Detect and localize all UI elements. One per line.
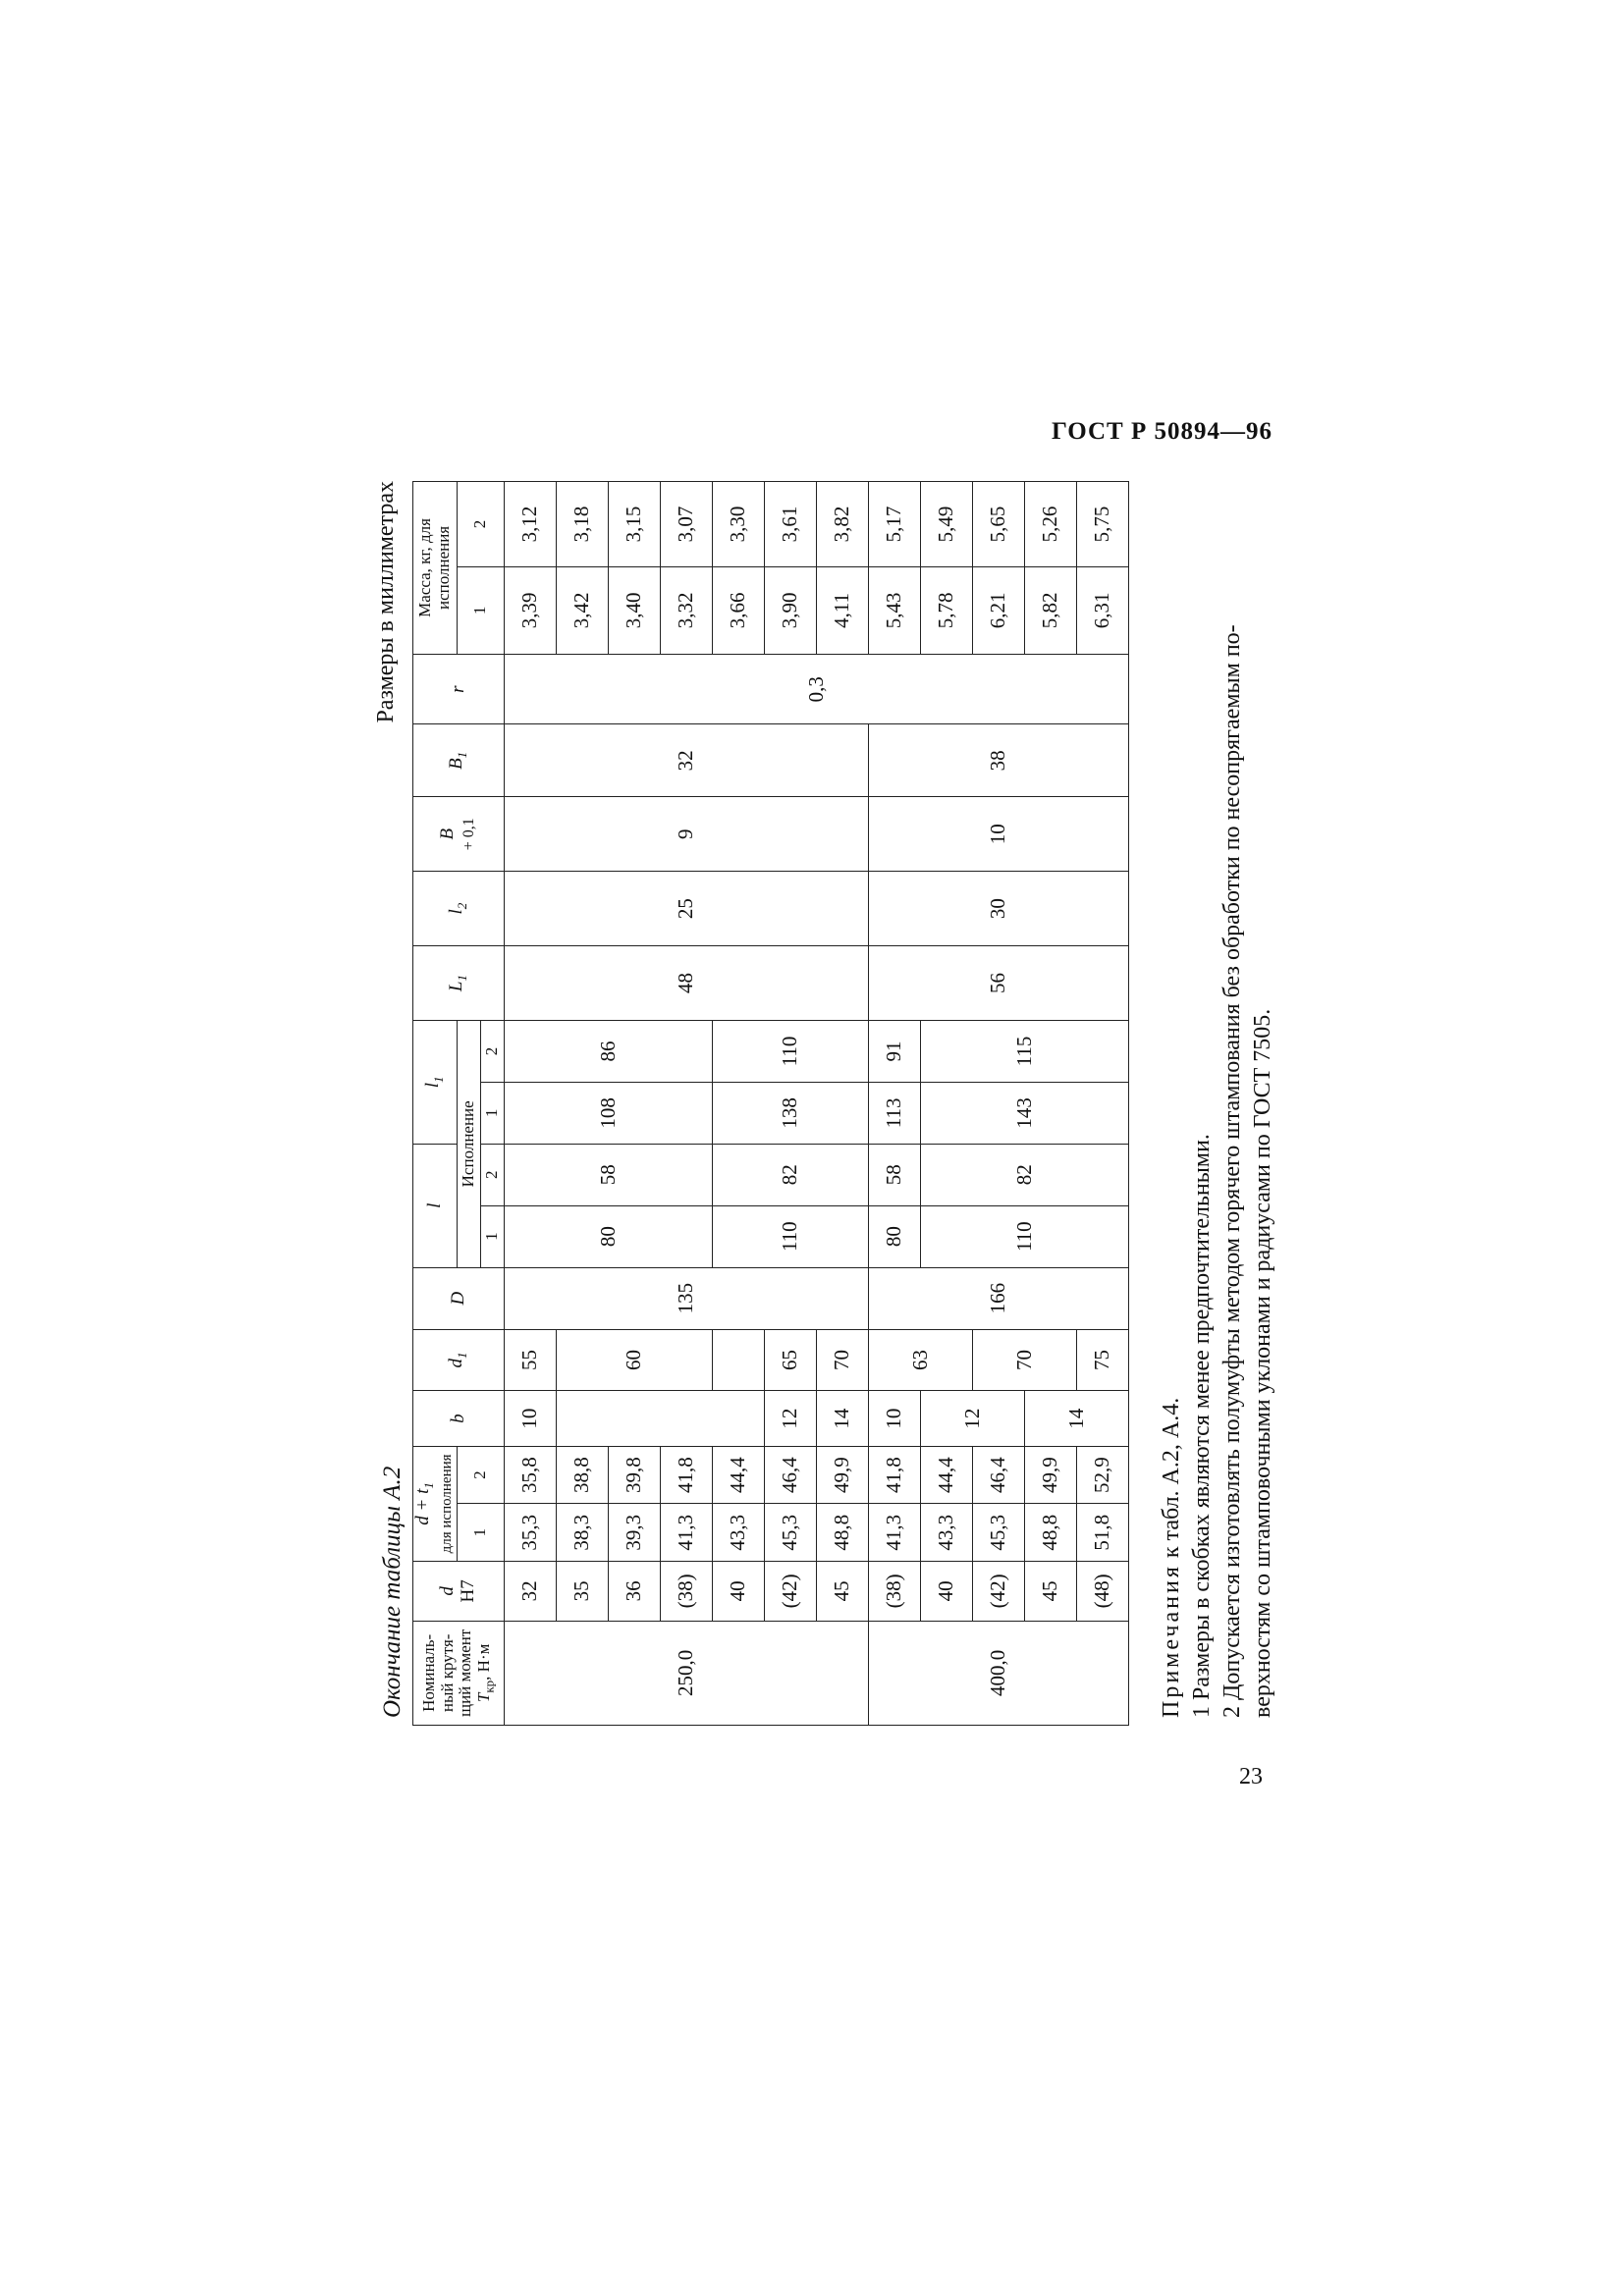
cell-d: 32 <box>504 1561 556 1621</box>
cell-r: 0,3 <box>504 654 1128 724</box>
note-item: 2 Допускается изготовлять полумуфты методом горячего штампования без обработки по несопрягаемым по- <box>1219 624 1245 1718</box>
cell-b: 14 <box>816 1391 868 1446</box>
cell-dt1-1: 45,3 <box>764 1504 816 1562</box>
cell-dt1-1: 43,3 <box>920 1504 972 1562</box>
cell-mass-2: 5,49 <box>920 482 972 567</box>
page-number: 23 <box>1239 1764 1263 1789</box>
cell-mass-1: 5,78 <box>920 566 972 654</box>
cell-dt1-2: 44,4 <box>712 1446 764 1504</box>
cell-d: (38) <box>660 1561 712 1621</box>
cell-l-2: 58 <box>504 1144 712 1205</box>
cell-dt1-1: 39,3 <box>608 1504 660 1562</box>
cell-dt1-2: 44,4 <box>920 1446 972 1504</box>
cell-mass-1: 5,82 <box>1024 566 1076 654</box>
cell-dt1-1: 38,3 <box>556 1504 608 1562</box>
cell-d: (42) <box>764 1561 816 1621</box>
cell-mass-2: 5,17 <box>868 482 920 567</box>
cell-l-2: 82 <box>920 1144 1128 1205</box>
header-dt1-v1: 1 <box>457 1504 504 1562</box>
header-mass-v2: 2 <box>457 482 504 567</box>
cell-l-1: 110 <box>920 1205 1128 1267</box>
cell-l1-1: 143 <box>920 1082 1128 1144</box>
cell-dt1-1: 35,3 <box>504 1504 556 1562</box>
cell-l1-2: 110 <box>712 1021 868 1083</box>
cell-dt1-2: 35,8 <box>504 1446 556 1504</box>
cell-mass-2: 3,07 <box>660 482 712 567</box>
cell-d: 36 <box>608 1561 660 1621</box>
cell-dt1-2: 41,8 <box>660 1446 712 1504</box>
cell-mass-2: 3,30 <box>712 482 764 567</box>
torque-cell: 400,0 <box>868 1621 1128 1725</box>
cell-mass-2: 5,26 <box>1024 482 1076 567</box>
dimensions-table <box>412 481 1129 1726</box>
cell-l2: 30 <box>868 872 1128 946</box>
cell-L1: 48 <box>504 946 868 1021</box>
note-item: 1 Размеры в скобках являются менее предпочтительными. <box>1189 1134 1215 1718</box>
cell-d1: 55 <box>504 1329 556 1391</box>
notes-heading: Примечания к табл. А.2, А.4. <box>1159 1397 1184 1718</box>
header-mass: Масса, кг, для исполнения <box>413 482 458 655</box>
cell-D: 166 <box>868 1267 1128 1329</box>
header-d-plus-t1: $d + t_1$ для исполнения <box>413 1446 458 1561</box>
cell-dt1-1: 48,8 <box>1024 1504 1076 1562</box>
header-l-v1: 1 <box>480 1205 504 1267</box>
header-l-v2: 2 <box>480 1144 504 1205</box>
cell-d: 45 <box>1024 1561 1076 1621</box>
header-l: l <box>413 1144 458 1267</box>
cell-dt1-2: 52,9 <box>1076 1446 1128 1504</box>
cell-b: 10 <box>868 1391 920 1446</box>
header-torque: Номиналь-ный крутя-щий момент $T_{кр}$, Н·м <box>413 1621 505 1725</box>
cell-mass-2: 3,18 <box>556 482 608 567</box>
cell-mass-2: 3,12 <box>504 482 556 567</box>
cell-dt1-1: 41,3 <box>660 1504 712 1562</box>
table-notes <box>1157 481 1278 1718</box>
cell-mass-1: 3,90 <box>764 566 816 654</box>
header-l2: $l_2$ <box>413 872 505 946</box>
cell-dt1-2: 49,9 <box>1024 1446 1076 1504</box>
cell-l-2: 82 <box>712 1144 868 1205</box>
cell-mass-1: 4,11 <box>816 566 868 654</box>
header-ispolnenie: Исполнение <box>457 1021 480 1268</box>
cell-l1-1: 138 <box>712 1082 868 1144</box>
header-l1-v2: 2 <box>480 1021 504 1083</box>
cell-l1-2: 86 <box>504 1021 712 1083</box>
cell-B: 9 <box>504 797 868 872</box>
units-caption: Размеры в миллиметрах <box>373 481 399 723</box>
cell-d1: 65 <box>764 1329 816 1391</box>
cell-mass-2: 5,75 <box>1076 482 1128 567</box>
cell-b: 12 <box>920 1391 1024 1446</box>
cell-dt1-2: 49,9 <box>816 1446 868 1504</box>
header-l1: $l_1$ <box>413 1021 458 1145</box>
cell-b: 12 <box>764 1391 816 1446</box>
cell-b-empty <box>556 1391 764 1446</box>
header-d1: $d_1$ <box>413 1329 505 1391</box>
cell-mass-2: 3,61 <box>764 482 816 567</box>
cell-mass-1: 3,66 <box>712 566 764 654</box>
cell-d1: 63 <box>868 1329 972 1391</box>
note-item: верхностям со штамповочными уклонами и радиусами по ГОСТ 7505. <box>1250 1008 1275 1718</box>
cell-dt1-1: 45,3 <box>972 1504 1024 1562</box>
cell-d: 40 <box>920 1561 972 1621</box>
cell-l1-2: 91 <box>868 1021 920 1083</box>
torque-cell: 250,0 <box>504 1621 868 1725</box>
cell-mass-1: 3,40 <box>608 566 660 654</box>
cell-mass-1: 3,32 <box>660 566 712 654</box>
cell-B1: 32 <box>504 724 868 797</box>
cell-d: 35 <box>556 1561 608 1621</box>
cell-dt1-1: 41,3 <box>868 1504 920 1562</box>
header-l1-v1: 1 <box>480 1082 504 1144</box>
table-caption: Окончание таблицы А.2 <box>379 1466 406 1718</box>
cell-l2: 25 <box>504 872 868 946</box>
cell-d: (48) <box>1076 1561 1128 1621</box>
cell-dt1-1: 51,8 <box>1076 1504 1128 1562</box>
cell-mass-1: 5,43 <box>868 566 920 654</box>
header-B1: $B_1$ <box>413 724 505 797</box>
document-code: ГОСТ Р 50894—96 <box>1051 418 1272 445</box>
cell-dt1-1: 43,3 <box>712 1504 764 1562</box>
header-dt1-v2: 2 <box>457 1446 504 1504</box>
cell-mass-2: 3,15 <box>608 482 660 567</box>
header-b: b <box>413 1391 505 1446</box>
cell-d: 40 <box>712 1561 764 1621</box>
cell-dt1-1: 48,8 <box>816 1504 868 1562</box>
table-row <box>504 482 556 1726</box>
cell-b: 14 <box>1024 1391 1128 1446</box>
cell-dt1-2: 46,4 <box>972 1446 1024 1504</box>
cell-l-1: 80 <box>868 1205 920 1267</box>
cell-b: 10 <box>504 1391 556 1446</box>
cell-l-2: 58 <box>868 1144 920 1205</box>
header-r: r <box>413 654 505 724</box>
cell-dt1-2: 46,4 <box>764 1446 816 1504</box>
cell-d1: 70 <box>816 1329 868 1391</box>
header-mass-v1: 1 <box>457 566 504 654</box>
cell-l1-2: 115 <box>920 1021 1128 1083</box>
cell-mass-2: 5,65 <box>972 482 1024 567</box>
cell-D: 135 <box>504 1267 868 1329</box>
cell-mass-1: 6,21 <box>972 566 1024 654</box>
cell-l-1: 110 <box>712 1205 868 1267</box>
cell-l1-1: 113 <box>868 1082 920 1144</box>
cell-d1: 70 <box>972 1329 1076 1391</box>
header-D: D <box>413 1267 505 1329</box>
cell-l-1: 80 <box>504 1205 712 1267</box>
rotated-table-block <box>369 481 1282 1726</box>
cell-B: 10 <box>868 797 1128 872</box>
cell-d1: 60 <box>556 1329 712 1391</box>
header-L1: $L_1$ <box>413 946 505 1021</box>
cell-d1-empty <box>712 1329 764 1391</box>
cell-mass-1: 3,42 <box>556 566 608 654</box>
cell-d: (38) <box>868 1561 920 1621</box>
header-B: B + 0,1 <box>413 797 505 872</box>
cell-B1: 38 <box>868 724 1128 797</box>
cell-L1: 56 <box>868 946 1128 1021</box>
cell-d1: 75 <box>1076 1329 1128 1391</box>
cell-dt1-2: 39,8 <box>608 1446 660 1504</box>
cell-mass-1: 3,39 <box>504 566 556 654</box>
cell-dt1-2: 38,8 <box>556 1446 608 1504</box>
cell-mass-1: 6,31 <box>1076 566 1128 654</box>
cell-d: (42) <box>972 1561 1024 1621</box>
cell-dt1-2: 41,8 <box>868 1446 920 1504</box>
cell-mass-2: 3,82 <box>816 482 868 567</box>
cell-d: 45 <box>816 1561 868 1621</box>
header-d: d H7 <box>413 1561 505 1621</box>
cell-l1-1: 108 <box>504 1082 712 1144</box>
